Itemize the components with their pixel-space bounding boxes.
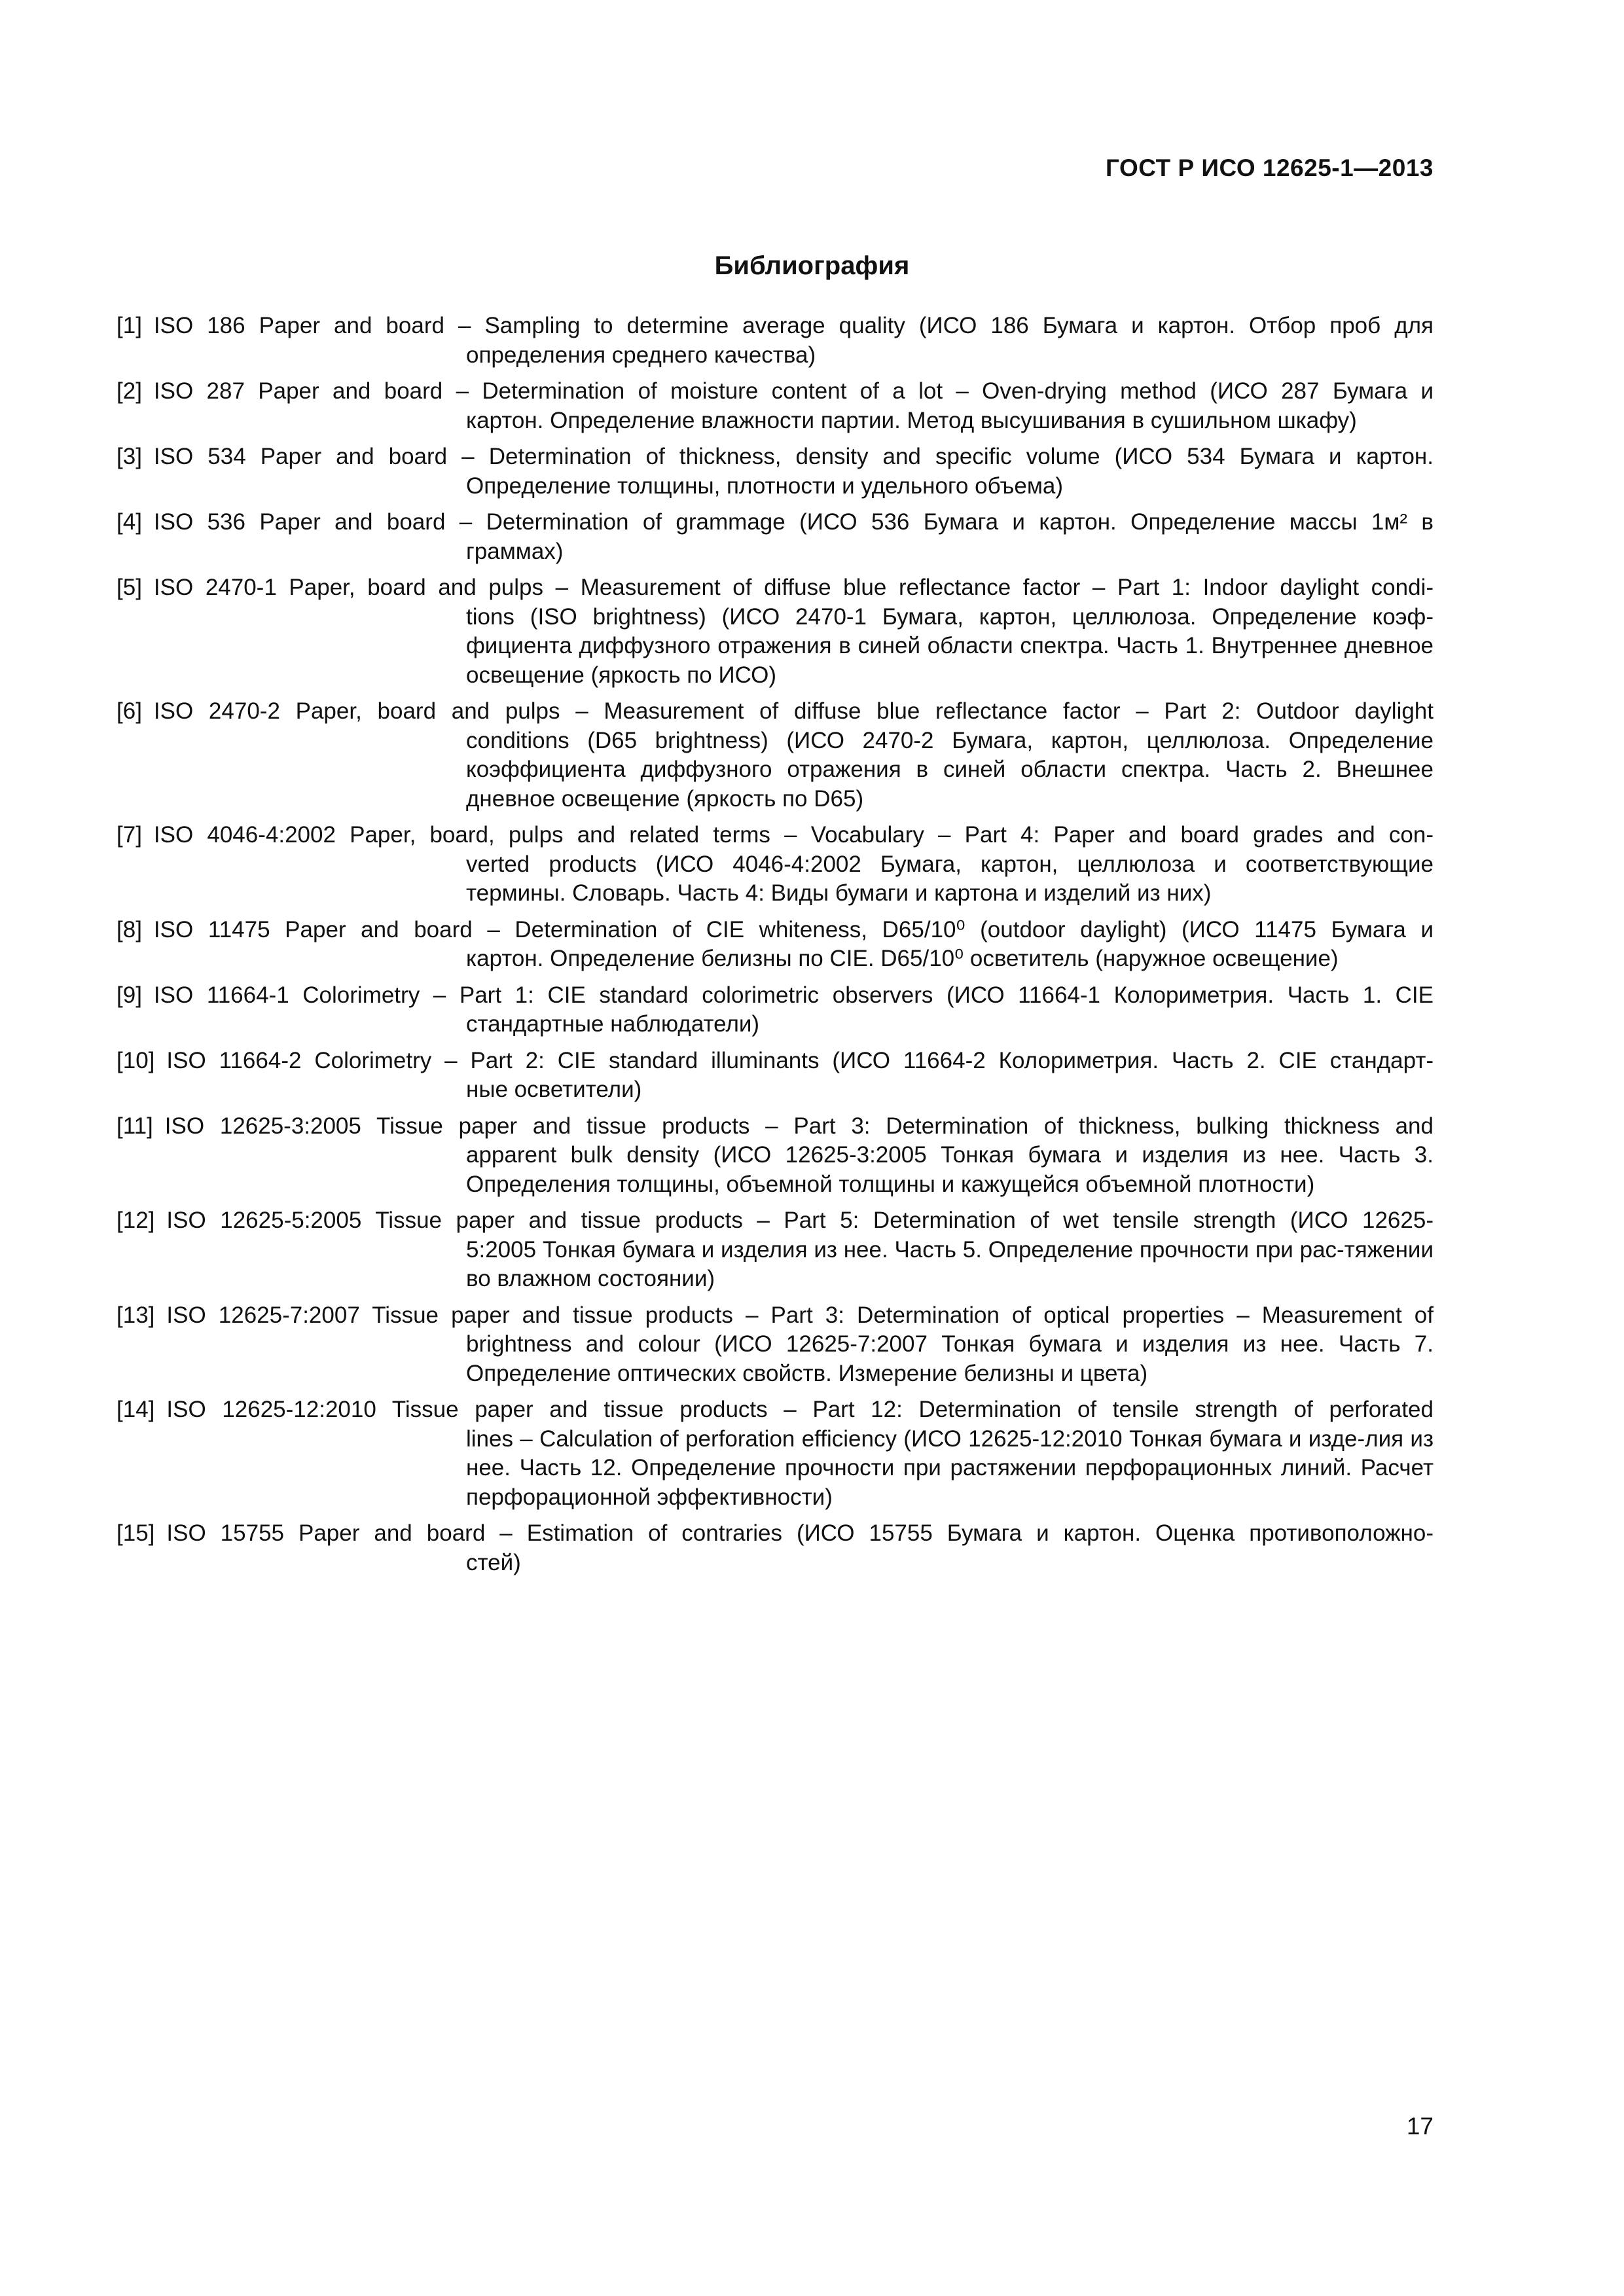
document-id-header: ГОСТ Р ИСО 12625-1—2013	[1106, 154, 1434, 181]
entry-number: [1]	[117, 313, 142, 338]
bibliography-entry-7	[117, 821, 1434, 908]
bibliography-entry-15	[117, 1519, 1434, 1577]
entry-text-continuation: определения среднего качества)	[466, 342, 816, 368]
entry-text-continuation: lines – Calculation of perforation efficiency (ИСО 12625-12:2010 Тонкая бумага и изде-лия из нее. Часть 12. Определение прочности при растяжении перфорационных линий. Расчет перфорационной эффективности)	[466, 1426, 1434, 1510]
bibliography-entry-11	[117, 1112, 1434, 1200]
bibliography-entry-3	[117, 442, 1434, 501]
entry-text-continuation: стей)	[466, 1549, 521, 1575]
bibliography-entry-2	[117, 377, 1434, 435]
entry-number: [12]	[117, 1208, 155, 1233]
entry-number: [5]	[117, 575, 142, 600]
entry-text-first-line: ISO 11664-1 Colorimetry – Part 1: CIE standard colorimetric observers (ИСО 11664-1 Колориметрия. Часть 1. CIE	[153, 982, 1434, 1008]
bibliography-entry-9	[117, 981, 1434, 1039]
bibliography-entry-14	[117, 1395, 1434, 1512]
bibliography-entry-4	[117, 508, 1434, 566]
entry-number: [2]	[117, 378, 142, 404]
entry-number: [9]	[117, 982, 142, 1008]
entry-number: [13]	[117, 1302, 155, 1328]
page-number: 17	[1406, 2113, 1434, 2140]
entry-number: [14]	[117, 1397, 155, 1422]
entry-text-first-line: ISO 12625-5:2005 Tissue paper and tissue products – Part 5: Determination of wet tensile strength (ИСО 12625-	[166, 1208, 1434, 1233]
bibliography-entry-1	[117, 312, 1434, 370]
entry-text-continuation: картон. Определение белизны по CIE. D65/10⁰ осветитель (наружное освещение)	[466, 946, 1339, 971]
entry-text-first-line: ISO 12625-3:2005 Tissue paper and tissue products – Part 3: Determination of thickness, bulking thickness and	[164, 1113, 1434, 1139]
entry-text-first-line: ISO 12625-12:2010 Tissue paper and tissue products – Part 12: Determination of tensile strength of perforated	[166, 1397, 1434, 1422]
entry-text-first-line: ISO 4046-4:2002 Paper, board, pulps and related terms – Vocabulary – Part 4: Paper and board grades and con-	[153, 822, 1434, 848]
bibliography-entry-5	[117, 573, 1434, 690]
entry-text-continuation: tions (ISO brightness) (ИСО 2470-1 Бумага, картон, целлюлоза. Определение коэф-фициента диффузного отражения в синей области спектра. Часть 1. Внутреннее дневное освещение (яркость по ИСО)	[466, 603, 1434, 688]
entry-number: [15]	[117, 1520, 155, 1546]
entry-text-continuation: verted products (ИСО 4046-4:2002 Бумага, картон, целлюлоза и соответствующие термины. Словарь. Часть 4: Виды бумаги и картона и изделий из них)	[466, 851, 1434, 906]
entry-text-first-line: ISO 536 Paper and board – Determination of grammage (ИСО 536 Бумага и картон. Определение массы 1м² в	[153, 509, 1434, 535]
entry-number: [11]	[117, 1113, 153, 1139]
entry-text-continuation: 5:2005 Тонкая бумага и изделия из нее. Часть 5. Определение прочности при рас-тяжении во влажном состоянии)	[466, 1236, 1434, 1291]
bibliography-entry-6	[117, 697, 1434, 814]
entry-text-continuation: brightness and colour (ИСО 12625-7:2007 Тонкая бумага и изделия из нее. Часть 7. Определение оптических свойств. Измерение белизны и цвета)	[466, 1331, 1434, 1386]
entry-text-continuation: граммах)	[466, 538, 564, 564]
bibliography-entry-10	[117, 1047, 1434, 1105]
entry-number: [3]	[117, 444, 142, 469]
section-title: Библиография	[714, 251, 910, 280]
entry-number: [8]	[117, 916, 142, 942]
entry-number: [4]	[117, 509, 142, 535]
entry-text-first-line: ISO 2470-2 Paper, board and pulps – Measurement of diffuse blue reflectance factor – Part 2: Outdoor daylight	[153, 698, 1434, 724]
entry-text-continuation: conditions (D65 brightness) (ИСО 2470-2 Бумага, картон, целлюлоза. Определение коэффициента диффузного отражения в синей области спектра. Часть 2. Внешнее дневное освещение (яркость по D65)	[466, 727, 1434, 812]
entry-number: [6]	[117, 698, 142, 724]
bibliography-entry-12	[117, 1206, 1434, 1294]
entry-text-continuation: ные осветители)	[466, 1077, 642, 1102]
entry-number: [10]	[117, 1047, 155, 1073]
entry-text-continuation: картон. Определение влажности партии. Метод высушивания в сушильном шкафу)	[466, 407, 1357, 433]
entry-text-first-line: ISO 11475 Paper and board – Determination of CIE whiteness, D65/10⁰ (outdoor daylight) (ИСО 11475 Бумага и	[153, 916, 1434, 942]
bibliography-entry-8	[117, 916, 1434, 974]
entry-text-first-line: ISO 11664-2 Colorimetry – Part 2: CIE standard illuminants (ИСО 11664-2 Колориметрия. Часть 2. CIE стандарт-	[166, 1047, 1434, 1073]
entry-text-first-line: ISO 534 Paper and board – Determination of thickness, density and specific volume (ИСО 534 Бумага и картон.	[153, 444, 1434, 469]
entry-text-continuation: стандартные наблюдатели)	[466, 1011, 760, 1037]
entry-text-first-line: ISO 15755 Paper and board – Estimation of contraries (ИСО 15755 Бумага и картон. Оценка противоположно-	[166, 1520, 1434, 1546]
entry-text-first-line: ISO 287 Paper and board – Determination of moisture content of a lot – Oven-drying method (ИСО 287 Бумага и	[153, 378, 1434, 404]
entry-number: [7]	[117, 822, 142, 848]
entry-text-first-line: ISO 186 Paper and board – Sampling to determine average quality (ИСО 186 Бумага и картон. Отбор проб для	[153, 313, 1434, 338]
bibliography-list	[117, 312, 1434, 1585]
entry-text-first-line: ISO 2470-1 Paper, board and pulps – Measurement of diffuse blue reflectance factor – Part 1: Indoor daylight condi-	[153, 575, 1434, 600]
entry-text-first-line: ISO 12625-7:2007 Tissue paper and tissue products – Part 3: Determination of optical properties – Measurement of	[166, 1302, 1434, 1328]
entry-text-continuation: apparent bulk density (ИСО 12625-3:2005 Тонкая бумага и изделия из нее. Часть 3. Определения толщины, объемной толщины и кажущейся объемной плотности)	[466, 1142, 1434, 1197]
entry-text-continuation: Определение толщины, плотности и удельного объема)	[466, 473, 1063, 499]
bibliography-entry-13	[117, 1301, 1434, 1389]
